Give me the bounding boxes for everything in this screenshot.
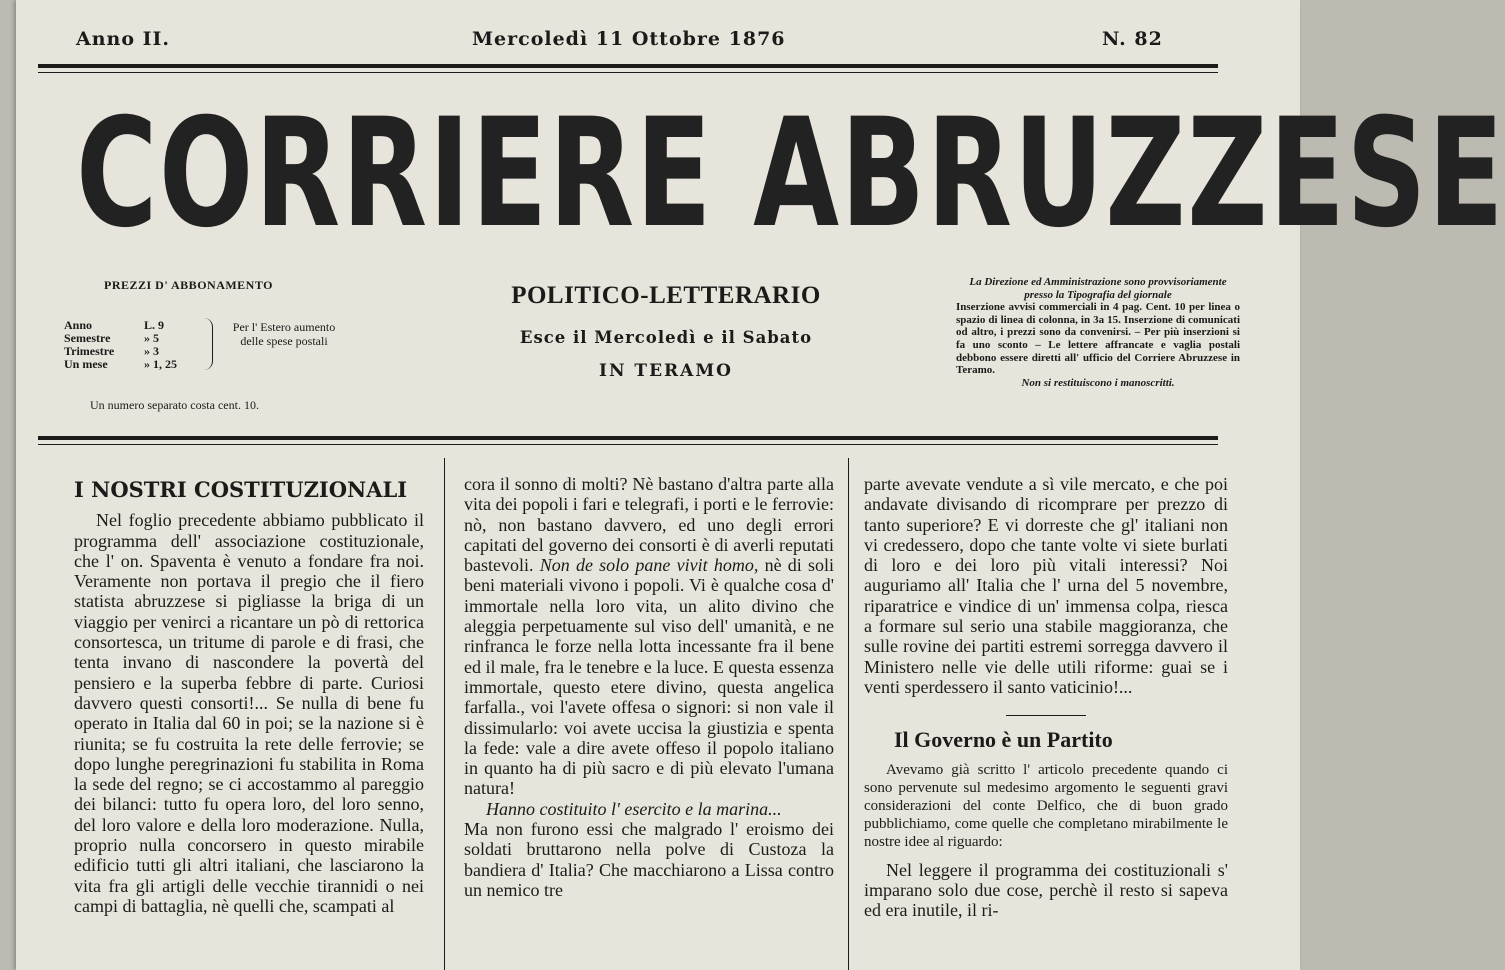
masthead-title: CORRIERE ABRUZZESE — [76, 87, 1505, 261]
article-paragraph: parte avevate vendute a sì vile mercato, e che poi andavate divisando di ricomprare per prezzo di tanto superiore? E vi dorreste che gl' italiani non vi credessero, dopo che tante volte vi siete burlati di loro e dei loro più vitali interessi? Noi auguriamo all' Italia che l' urna del 5 novembre, riparatrice e vindice di un' immensa colpa, riesca a formare sul serio una stabile maggioranza, che sulle rovine dei partiti estremi sorregga davvero il Ministero nelle vie delle utili riforme: guai se i venti sperdessero il santo vaticinio!... — [864, 474, 1228, 697]
article-paragraph: Avevamo già scritto l' articolo precedente quando ci sono pervenute sul medesimo argomento le seguenti gravi considerazioni del conte Delfico, che di buon grado pubblichiamo, come quelle che completano mirabilmente le nostre idee al riguardo: — [864, 761, 1228, 851]
subtitle-block — [416, 282, 916, 381]
column-divider — [848, 458, 849, 970]
italic-quote: Hanno costituito l' esercito e la marina... — [486, 798, 782, 819]
paragraph-text: nè di soli beni materiali vivono i popoli. Vi è qualche cosa d' immortale nella loro vita, un alito divino che aleggia perpetuamente sul viso dell' umanità, e ne rinfranca le forze nella lotta incessante fra il bene ed il male, fra le tenebre e la luce. E questa essenza immortale, questo etere divino, questa angelica farfalla., voi l'avete offesa o signori: si non vale il dissimularlo: voi avete uccisa la giustizia e spenta la fede: vale a dire avete offeso il popolo italiano in quanto ha di più sacro e di più elevato l'umana natura! — [464, 555, 835, 799]
masthead-bottom-rule-thin — [38, 444, 1218, 445]
price-label: Trimestre — [64, 344, 115, 358]
year-label: Anno II. — [76, 28, 171, 50]
price-row — [64, 344, 204, 358]
paper-kind: POLITICO-LETTERARIO — [511, 282, 821, 309]
administration-italic: La Direzione ed Amministrazione sono provvisoriamente presso la Tipografia del giornale — [969, 276, 1227, 301]
article-paragraph: Nel leggere il programma dei costituzionali s' imparano solo due cose, perchè il resto si sapeva ed era inutile, il ri- — [864, 859, 1228, 921]
paragraph-text: cora il sonno di molti? Nè bastano d'altra parte alla vita dei popoli i fari e telegrafi, i porti e le ferrovie: nò, non bastano davvero, ed uno degli errori capitati del governo dei consorti è di averli reputati bastevoli. — [464, 474, 834, 576]
article-paragraph: Ma non furono essi che malgrado l' eroismo dei soldati bruttarono nella polve di Custoza la bandiera d' Italia? Che macchiarono a Lissa contro un nemico tre — [464, 819, 834, 900]
article-title: Il Governo è un Partito — [894, 727, 1113, 753]
price-row — [64, 357, 204, 371]
brace-decoration — [204, 318, 213, 370]
price-label: Anno — [64, 318, 93, 332]
price-row — [64, 331, 204, 345]
price-value: » 1, 25 — [144, 357, 177, 371]
price-label: Semestre — [64, 331, 111, 345]
issue-number: N. 82 — [1102, 28, 1163, 50]
price-value: » 5 — [144, 331, 159, 345]
administration-closing: Non si restituiscono i manoscritti. — [1021, 376, 1175, 389]
publication-schedule: Esce il Mercoledì e il Sabato — [519, 328, 813, 347]
price-label: Un mese — [64, 357, 108, 371]
top-rule — [38, 64, 1218, 68]
article-paragraph — [464, 474, 834, 799]
subscription-title: PREZZI D' ABBONAMENTO — [104, 278, 273, 292]
column-1 — [74, 474, 424, 916]
article-paragraph: Nel foglio precedente abbiamo pubblicato il programma dell' associazione costituzionale, che l' on. Spaventa è venuto a fondare fra noi. Veramente non portava il pregio che il fiero statista abruzzese si pigliasse la briga di un viaggio per venirci a ricantare un pò di rettorica consortesca, un tritume di parole e di frasi, che tenta invano di nascondere la povertà del pensiero e la superba febbre di parte. Curiosi davvero questi consorti!... Se nulla di bene fu operato in Italia dal 60 in poi; se la nazione si è riunita; se fu costruita la rete delle ferrovie; se dopo lunghe peregrinazioni fu stabilita in Roma la sede del regno; se ci accostammo al pareggio dei bilanci: tutto fu opera loro, del loro senno, del loro valore e della loro moderazione. Nulla, proprio nulla concorsero in questo mirabile edificio tutti gli altri italiani, che lasciarono la vita fra gli artigli delle vecchie tirannidi o nei campi di battaglia, nè quelli che, scampati al — [74, 510, 424, 916]
foreign-note: Per l' Estero aumento delle spese postali — [232, 320, 336, 348]
single-copy-price: Un numero separato costa cent. 10. — [90, 398, 259, 412]
issue-date: Mercoledì 11 Ottobre 1876 — [472, 28, 786, 50]
column-divider — [444, 458, 445, 970]
article-title: I NOSTRI COSTITUZIONALI — [74, 477, 408, 502]
newspaper-page — [16, 0, 1505, 970]
administration-body: Inserzione avvisi commerciali in 4 pag. Cent. 10 per linea o spazio di linea di colonna, in 3a 15. Inserzione di comunicati od altro, i prezzi sono da convenirsi. – Per più inserzioni si fa uno sconto – Le lettere affrancate e vaglia postali debbono essere diretti all' ufficio del Corriere Abruzzese in Teramo. — [956, 301, 1240, 377]
latin-quote: Non de solo pane vivit homo, — [539, 555, 759, 576]
column-2 — [464, 474, 834, 900]
article-separator — [1006, 715, 1086, 716]
price-value: » 3 — [144, 344, 159, 358]
administration-notice — [956, 276, 1240, 389]
price-row — [64, 318, 204, 332]
publication-place: IN TERAMO — [599, 361, 733, 381]
top-rule-thin — [38, 72, 1218, 73]
dateline — [76, 28, 1200, 56]
price-value: L. 9 — [144, 318, 165, 332]
column-3 — [864, 474, 1228, 920]
masthead-bottom-rule — [38, 436, 1218, 440]
